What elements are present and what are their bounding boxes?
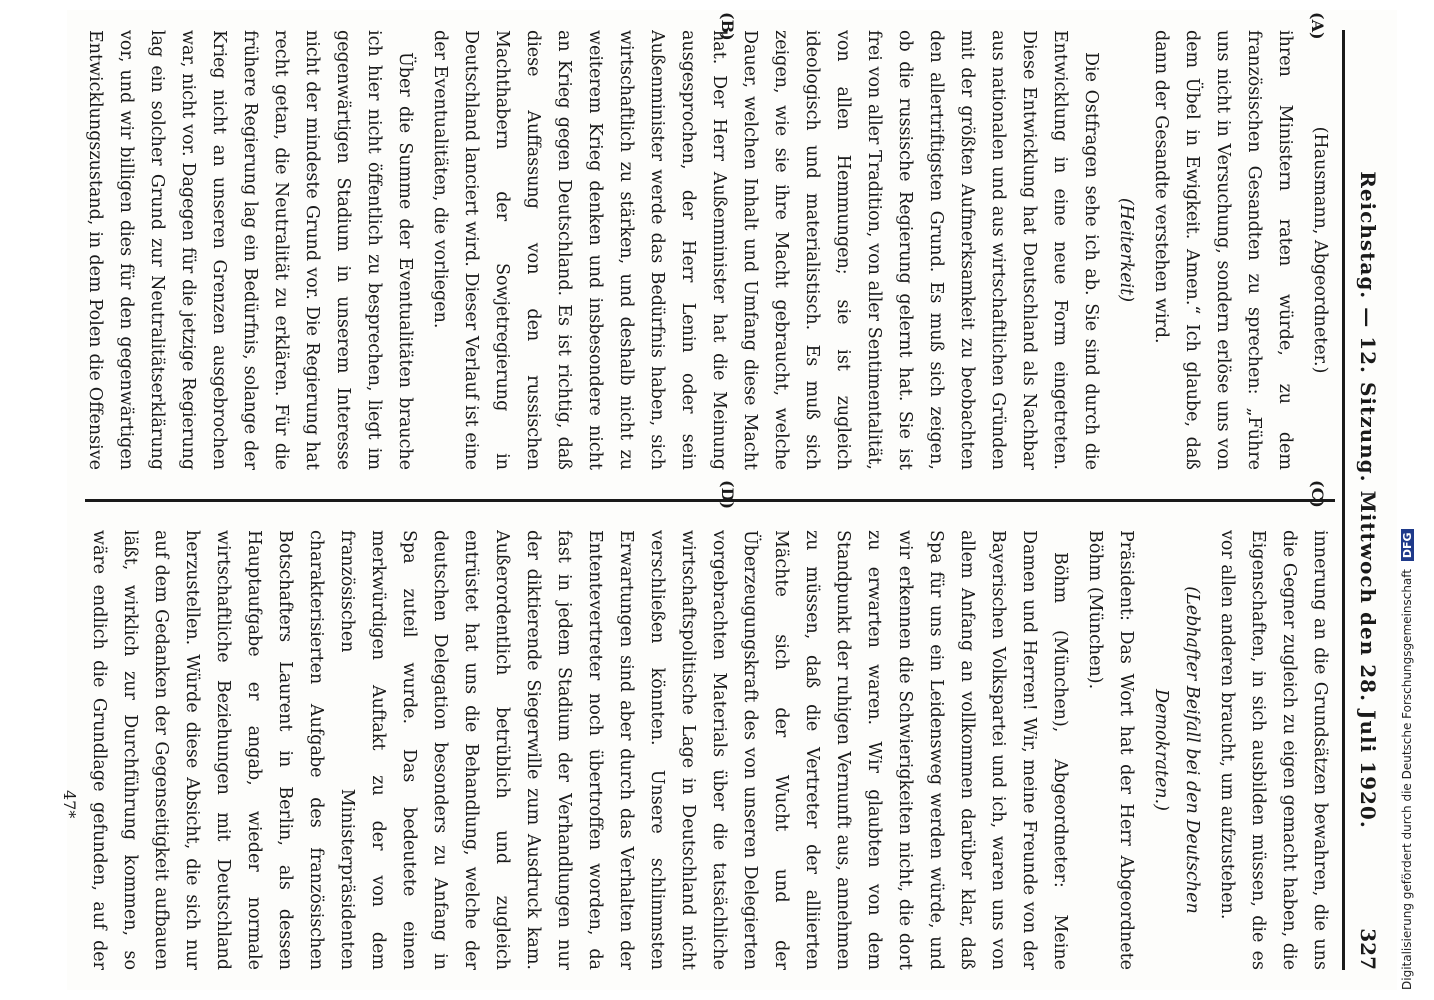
column-divider — [85, 499, 1335, 502]
paragraph: innerung an die Grundsätzen bewahren, die uns die Gegner zugleich zu eigen gemacht haben, die Eigenschaften, in sich ausbilden müssen, die es vor allen anderen braucht, um aufzustehen. — [1217, 530, 1330, 970]
digitization-text: Digitalisierung gefördert durch die Deutsche Forschungsgemeinschaft — [1400, 568, 1414, 990]
sheet-number: 47* — [60, 790, 79, 819]
dfg-logo-icon: DFG — [1401, 529, 1414, 561]
paragraph: (Hausmann, Abgeordneter.) — [1310, 126, 1330, 374]
header-rule — [1342, 30, 1345, 970]
page-number: 327 — [1356, 928, 1380, 970]
interjection: (Heiterkeit) — [1116, 197, 1136, 303]
paragraph: Präsident: Das Wort hat der Herr Abgeordnete Böhm (München). — [1085, 530, 1136, 970]
margin-mark-a: (A) — [1308, 12, 1327, 40]
margin-mark-c: (C) — [1308, 480, 1327, 508]
newspaper-page — [60, 10, 1397, 990]
page-header — [1349, 30, 1387, 970]
paragraph: Die Ostfragen sehe ich ab. Sie sind durch die Entwicklung in eine neue Form eingetreten. Diese Entwicklung hat Deutschland als Nachbar aus nationalen und aus wirtschaftlichen Gründen mit der größten Aufmerksamkeit zu beobachten den allertriftigsten Grund. Es muß sich zeigen, ob die russische Regierung gelernt hat. Sie ist frei von aller Tradition, von aller Sentimentalität, von allen Hemmungen; sie ist zugleich ideologisch und materialistisch. Es muß sich zeigen, wie sie ihre Macht gebraucht, welche Dauer, welchen Inhalt und Umfang diese Macht hat. Der Herr Außenminister hat die Meinung ausgesprochen, der Herr Lenin oder sein Außenminister werde das Bedürfnis haben, sich wirtschaftlich zu stärken, und deshalb nicht zu weiterem Krieg denken und insbesondere nicht an Krieg gegen Deutschland. Es ist richtig, daß diese Auffassung von den russischen Machthabern der Sowjetregierung in Deutschland lanciert wird. Dieser Verlauf ist eine der Eventualitäten, die vorliegen. — [430, 30, 1101, 470]
margin-mark-d: (D) — [718, 480, 737, 510]
right-column — [85, 530, 1335, 970]
paragraph: Über die Summe der Eventualitäten brauche ich hier nicht öffentlich zu besprechen, liegt im gegenwärtigen Stadium in unserem Interesse nicht der mindeste Grund vor. Die Regierung hat recht getan, die Neutralität zu erklären. Für die frühere Regierung lag ein Bedürfnis, solange der Krieg nicht an unseren Grenzen ausgebrochen war, nicht vor. Dagegen für die jetzige Regierung lag ein solcher Grund zur Neutralitätserklärung vor, und wir billigen dies für den gegenwärtigen Entwicklungszustand, in dem Polen die Offensive — [85, 30, 415, 470]
digitization-note — [1400, 532, 1420, 990]
left-column — [85, 30, 1335, 470]
interjection: (Lebhafter Beifall bei den Deutschen Demokraten.) — [1151, 586, 1202, 914]
page-title: Reichstag. — 12. Sitzung. Mittwoch den 28. Juli 1920. — [1356, 171, 1380, 829]
paragraph: Böhm (München), Abgeordneter: Meine Damen und Herren! Wir, meine Freunde von der Bayerischen Volkspartei und ich, waren uns von allem Anfang an vollkommen darüber klar, daß Spa für uns ein Leidensweg werden würde, und wir erkennen die Schwierigkeiten nicht, die dort zu erwarten waren. Wir glaubten von dem Standpunkt der ruhigen Vernunft aus, annehmen zu müssen, daß die Vertreter der alliierten Mächte sich der Wucht und der Überzeugungskraft des von unseren Delegierten vorgebrachten Materials über die tatsächliche wirtschaftspolitische Lage in Deutschland nicht verschließen könnten. Unsere schlimmsten Erwartungen sind aber durch das Verhalten der Ententevertreter noch übertroffen worden, da fast in jedem Stadium der Verhandlungen nur der diktierende Siegerwille zum Ausdruck kam. Außerordentlich betrüblich und zugleich entrüstet hat uns die Behandlung, welche der deutschen Delegation besonders zu Anfang in Spa zuteil wurde. Das bedeutete einen merkwürdigen Auftakt zu der von dem französischen Ministerpräsidenten charakterisierten Aufgabe des französischen Botschafters Laurent in Berlin, als dessen Hauptaufgabe er angab, wieder normale wirtschaftliche Beziehungen mit Deutschland herzustellen. Würde diese Absicht, die sich nur auf dem Gedanken der Gegenseitigkeit aufbauen läßt, wirklich zur Durchführung kommen, so wäre endlich die Grundlage gefunden, auf der — [89, 530, 1070, 970]
margin-mark-b: (B) — [718, 12, 737, 41]
paragraph: ihren Ministern raten würde, zu dem französischen Gesandten zu sprechen: „Führe uns nicht in Versuchung, sondern erlöse uns von dem Übel in Ewigkeit. Amen.“ Ich glaube, daß dann der Gesandte verstehen wird. — [1151, 30, 1295, 470]
